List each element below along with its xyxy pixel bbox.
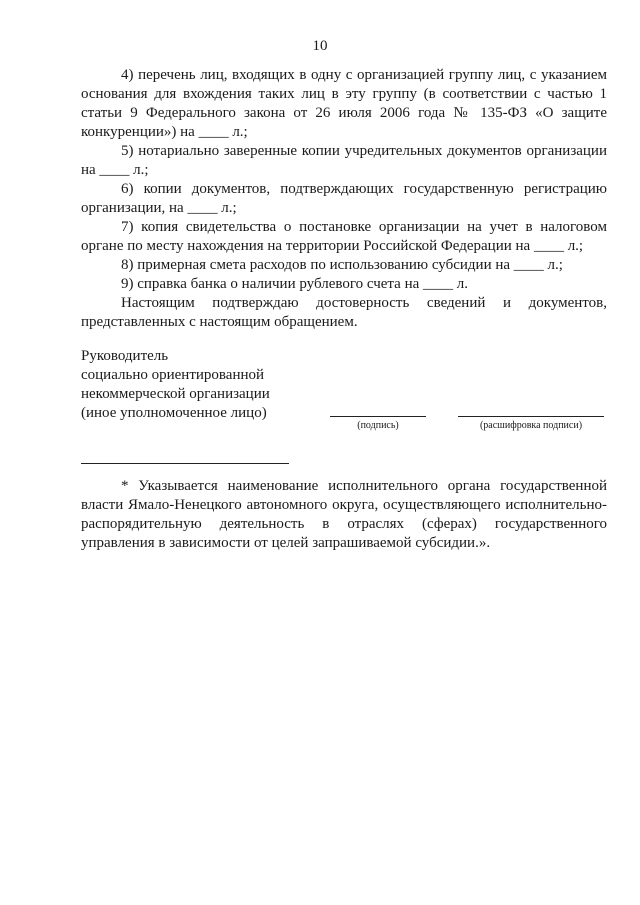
footnote-separator (81, 463, 289, 464)
signatory-line-2: социально ориентированной (81, 367, 265, 383)
list-item-9: 9) справка банка о наличии рублевого счета на ____ л. (121, 276, 468, 292)
list-item-5: 5) нотариально заверенные копии учредительных документов организации на ____ л.; (81, 143, 607, 178)
list-item-6: 6) копии документов, подтверждающих государственную регистрацию организации, на ____ л.; (81, 181, 607, 216)
signatory-line-1: Руководитель (81, 348, 169, 364)
list-item-7: 7) копия свидетельства о постановке организации на учет в налоговом органе по месту нахождения на территории Российской Федерации на ____ л.; (81, 219, 607, 254)
page-number: 10 (312, 38, 328, 54)
signature-line (330, 416, 426, 417)
signature-decoding-line (458, 416, 604, 417)
signature-caption: (подпись) (357, 420, 399, 431)
list-item-8: 8) примерная смета расходов по использованию субсидии на ____ л.; (121, 257, 563, 273)
list-item-4: 4) перечень лиц, входящих в одну с организацией группу лиц, с указанием основания для вхождения таких лиц в эту группу (в соответствии с частью 1 статьи 9 Федерального закона от 26 июля 2006 года № 135-ФЗ «О защите конкуренции») на ____ л.; (81, 67, 607, 140)
signatory-line-4: (иное уполномоченное лицо) (81, 405, 267, 421)
footnote-text: * Указывается наименование исполнительного органа государственной власти Ямало-Ненецкого автономного округа, осуществляющего исполнительно-распорядительную деятельность в отраслях (сферах) государственного управления в зависимости от целей запрашиваемой субсидии.». (81, 478, 607, 551)
signatory-block (81, 347, 270, 423)
document-body (81, 66, 607, 332)
signature-decoding-caption: (расшифровка подписи) (479, 420, 583, 431)
signatory-line-3: некоммерческой организации (81, 386, 270, 402)
confirmation-paragraph: Настоящим подтверждаю достоверность сведений и документов, представленных с настоящим обращением. (81, 295, 607, 330)
